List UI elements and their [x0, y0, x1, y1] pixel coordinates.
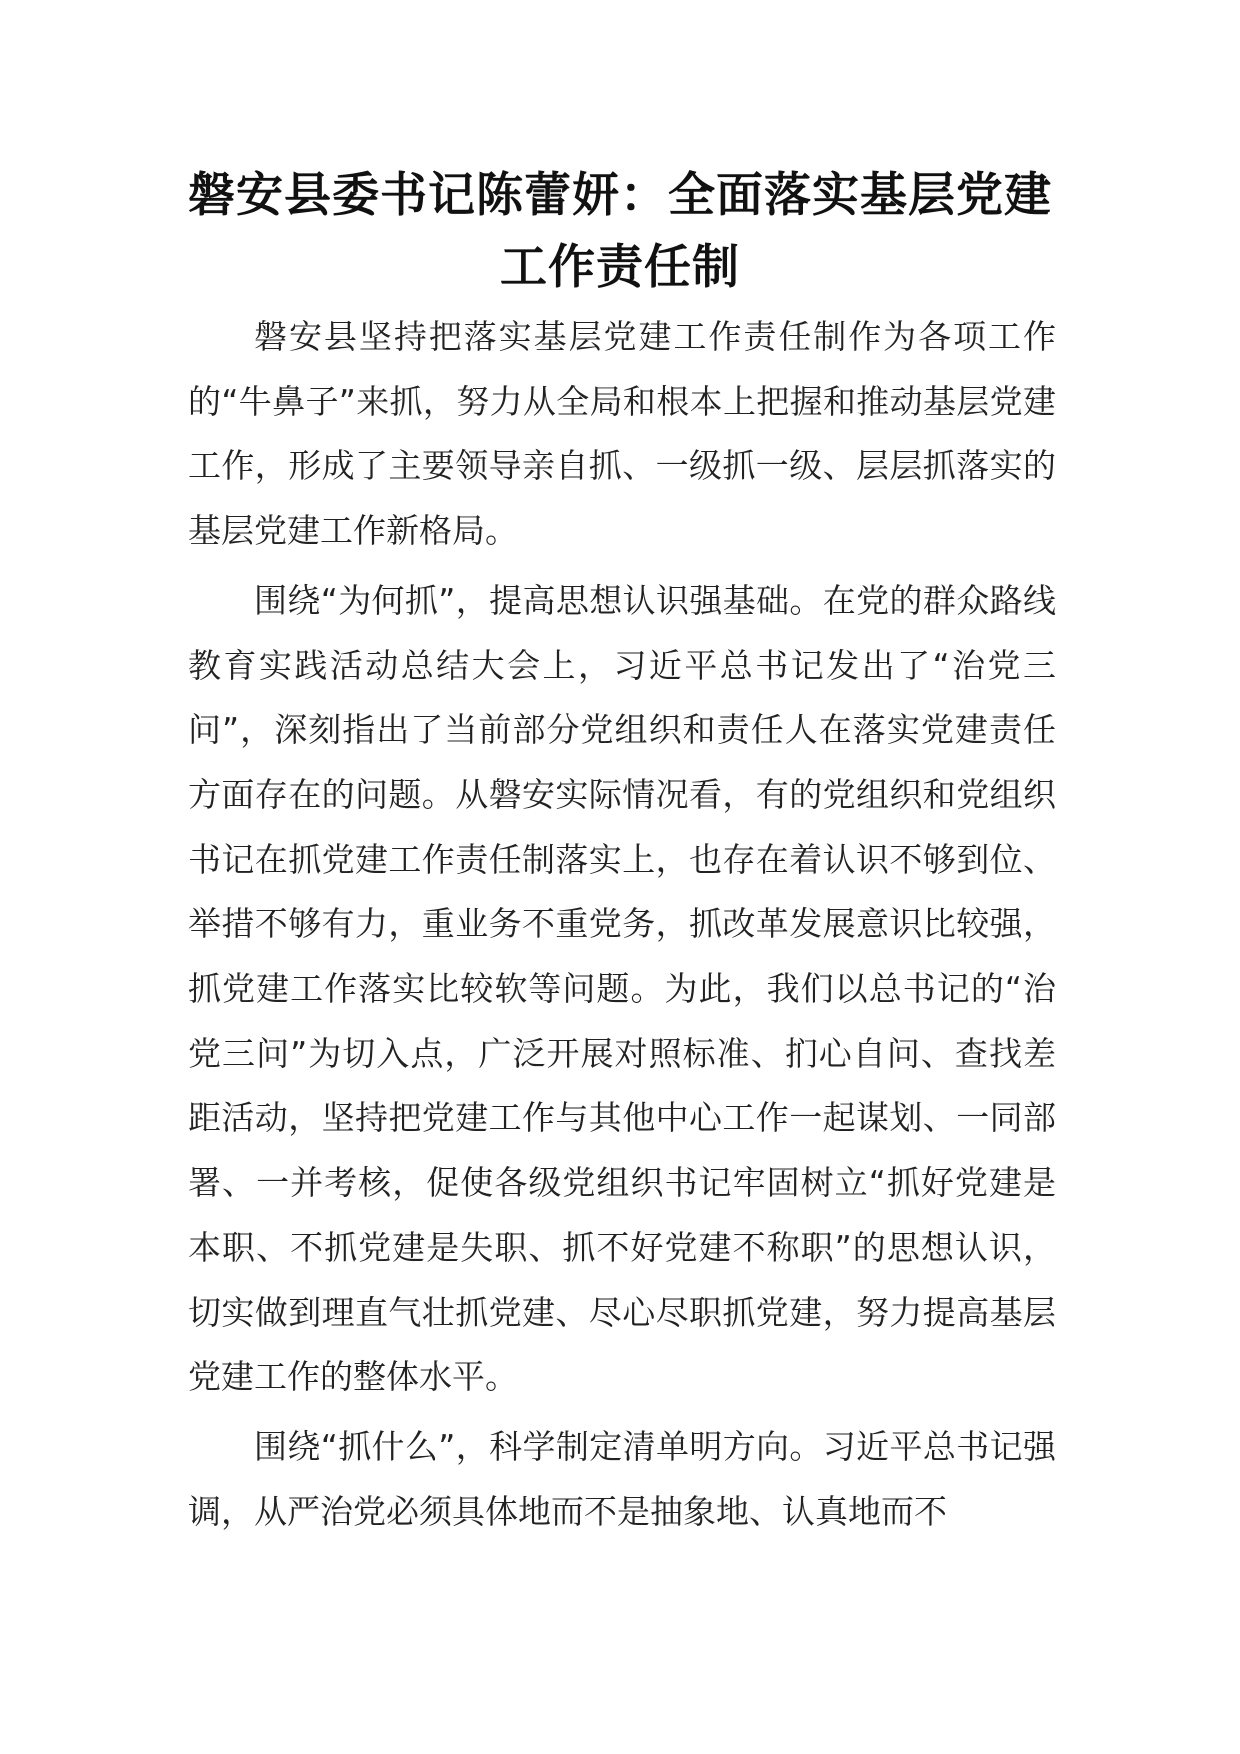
- document-title: 磐安县委书记陈蕾妍：全面落实基层党建工作责任制: [188, 168, 1052, 295]
- body-paragraph-1: 磐安县坚持把落实基层党建工作责任制作为各项工作的“牛鼻子”来抓，努力从全局和根本上把握和推动基层党建工作，形成了主要领导亲自抓、一级抓一级、层层抓落实的基层党建工作新格局。: [188, 317, 1056, 551]
- body-paragraph-2: 围绕“为何抓”，提高思想认识强基础。在党的群众路线教育实践活动总结大会上，习近平总书记发出了“治党三问”，深刻指出了当前部分党组织和责任人在落实党建责任方面存在的问题。从磐安实际情况看，有的党组织和党组织书记在抓党建工作责任制落实上，也存在着认识不够到位、举措不够有力，重业务不重党务，抓改革发展意识比较强，抓党建工作落实比较软等问题。为此，我们以总书记的“治党三问”为切入点，广泛开展对照标准、扪心自问、查找差距活动，坚持把党建工作与其他中心工作一起谋划、一同部署、一并考核，促使各级党组织书记牢固树立“抓好党建是本职、不抓党建是失职、抓不好党建不称职”的思想认识，切实做到理直气壮抓党建、尽心尽职抓党建，努力提高基层党建工作的整体水平。: [188, 580, 1056, 1397]
- body-paragraph-3: 围绕“抓什么”，科学制定清单明方向。习近平总书记强调，从严治党必须具体地而不是抽象地、认真地而不: [188, 1426, 1056, 1531]
- document-body: [188, 305, 1056, 1549]
